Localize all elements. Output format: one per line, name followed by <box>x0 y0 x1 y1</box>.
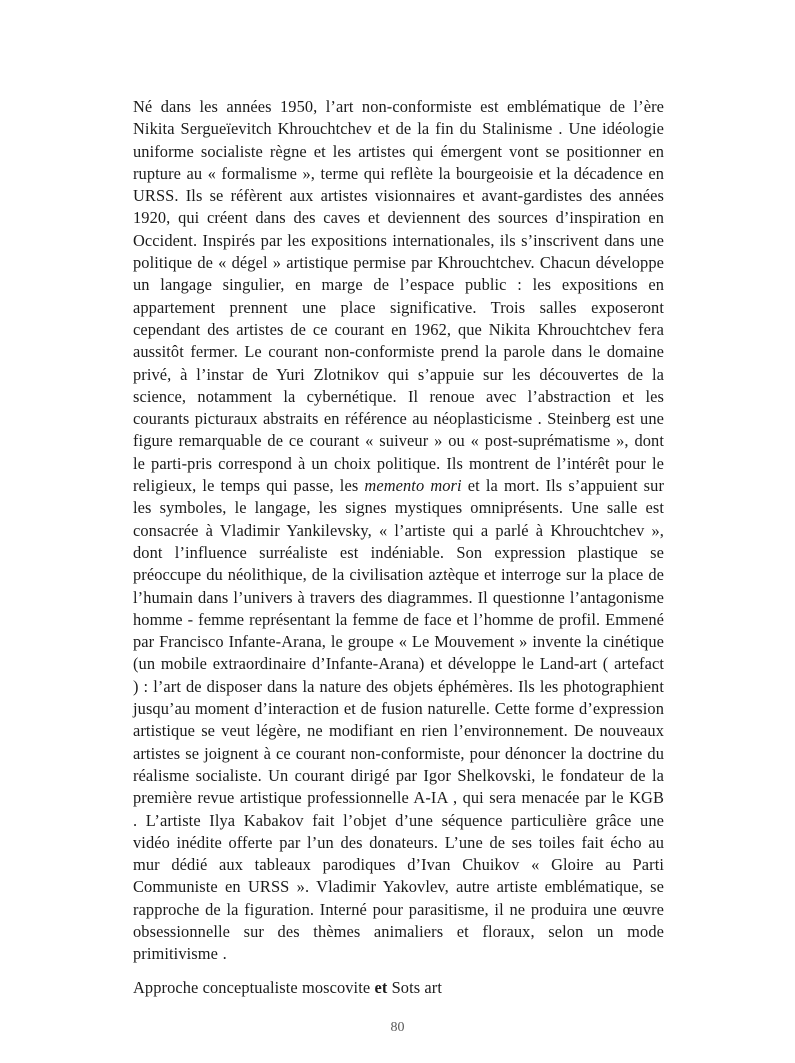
body-paragraph <box>133 96 664 966</box>
body-paragraph-part1: Né dans les années 1950, l’art non-conformiste est emblématique de l’ère Nikita Sergueïevitch Khrouchtchev et de la fin du Stalinisme . Une idéologie uniforme socialiste règne et les artistes qui émergent vont se positionner en rupture au « formalisme », terme qui reflète la bourgeoisie et la décadence en URSS. Ils se réfèrent aux artistes visionnaires et avant-gardistes des années 1920, qui créent dans des caves et deviennent des sources d’inspiration en Occident. Inspirés par les expositions internationales, ils s’inscrivent dans une politique de « dégel » artistique permise par Khrouchtchev. Chacun développe un langage singulier, en marge de l’espace public : les expositions en appartement prennent une place significative. Trois salles exposeront cependant des artistes de ce courant en 1962, que Nikita Khrouchtchev fera aussitôt fermer. Le courant non-conformiste prend la parole dans le domaine privé, à l’instar de Yuri Zlotnikov qui s’appuie sur les découvertes de la science, notamment la cybernétique. Il renoue avec l’abstraction et les courants picturaux abstraits en référence au néoplasticisme . Steinberg est une figure remarquable de ce courant « suiveur » ou « post-suprématisme », dont le parti-pris correspond à un choix politique. Ils montrent de l’intérêt pour le religieux, le temps qui passe, les <box>133 97 664 496</box>
page-body <box>133 96 664 999</box>
section-subheading <box>133 977 664 999</box>
page-number: 80 <box>390 1020 405 1035</box>
body-paragraph-part2: et la mort. Ils s’appuient sur les symboles, le langage, les signes mystiques omniprésents. Une salle est consacrée à Vladimir Yankilevsky, « l’artiste qui a parlé à Khrouchtchev », dont l’influence surréaliste est indéniable. Son expression plastique se préoccupe du néolithique, de la civilisation aztèque et interroge sur la place de l’humain dans l’univers à travers des diagrammes. Il questionne l’antagonisme homme - femme représentant la femme de face et l’homme de profil. Emmené par Francisco Infante-Arana, le groupe « Le Mouvement » invente la cinétique (un mobile extraordinaire d’Infante-Arana) et développe le Land-art ( artefact ) : l’art de disposer dans la nature des objets éphémères. Ils les photographient jusqu’au moment d’interaction et de fusion naturelle. Cette forme d’expression artistique se veut légère, ne modifiant en rien l’environnement. De nouveaux artistes se joignent à ce courant non-conformiste, pour dénoncer la doctrine du réalisme socialiste. Un courant dirigé par Igor Shelkovski, le fondateur de la première revue artistique professionnelle A-IA , qui sera menacée par le KGB . L’artiste Ilya Kabakov fait l’objet d’une séquence particulière grâce une vidéo inédite offerte par l’un des donateurs. L’une de ses toiles fait écho au mur dédié aux tableaux parodiques d’Ivan Chuikov « Gloire au Parti Communiste en URSS ». Vladimir Yakovlev, autre artiste emblématique, se rapproche de la figuration. Interné pour parasitisme, il ne produira une œuvre obsessionnelle sur des thèmes animaliers et floraux, selon un mode primitivisme . <box>133 476 665 964</box>
subheading-bold-et: et <box>374 977 388 997</box>
memento-mori-italic: memento mori <box>364 476 462 496</box>
subheading-part1: Approche conceptualiste moscovite <box>133 977 375 997</box>
subheading-part2: Sots art <box>387 977 443 997</box>
